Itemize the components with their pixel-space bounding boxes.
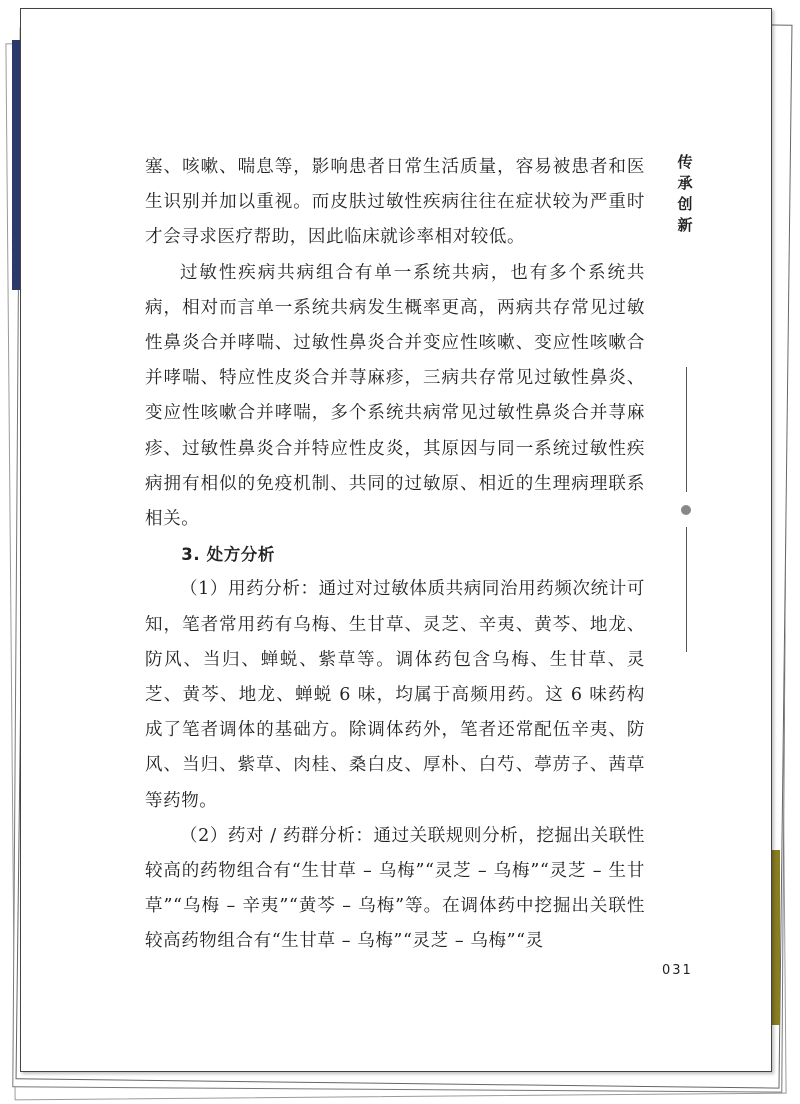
running-header-vertical bbox=[675, 152, 695, 236]
paragraph: （2）药对 / 药群分析：通过关联规则分析，挖掘出关联性较高的药物组合有“生甘草 – 乌梅”“灵芝 – 乌梅”“灵芝 – 生甘草”“乌梅 – 辛夷”“黄芩 – 乌梅”等。在调体药中挖掘出关联性较高药物组合有“生甘草 – 乌梅”“灵芝 – 乌梅”“灵 bbox=[145, 825, 645, 952]
side-title-char: 创 bbox=[677, 195, 693, 213]
body-text bbox=[145, 150, 645, 960]
paragraph: 塞、咳嗽、喘息等，影响患者日常生活质量，容易被患者和医生识别并加以重视。而皮肤过敏性疾病往往在症状较为严重时才会寻求医疗帮助，因此临床就诊率相对较低。 bbox=[145, 157, 645, 248]
side-divider-dot bbox=[681, 505, 691, 515]
side-divider-line bbox=[686, 367, 687, 492]
side-title-char: 传 bbox=[677, 153, 693, 171]
section-heading: 3. 处方分析 bbox=[181, 545, 275, 565]
book-edge-olive bbox=[772, 850, 780, 1025]
side-divider-line bbox=[686, 527, 687, 652]
page-number: 031 bbox=[662, 963, 693, 978]
paragraph: （1）用药分析：通过对过敏体质共病同治用药频次统计可知，笔者常用药有乌梅、生甘草、灵芝、辛夷、黄芩、地龙、防风、当归、蝉蜕、紫草等。调体药包含乌梅、生甘草、灵芝、黄芩、地龙、蝉蜕 6 味，均属于高频用药。这 6 味药构成了笔者调体的基础方。除调体药外，笔者还常配伍辛夷、防风、当归、紫草、肉桂、桑白皮、厚朴、白芍、葶苈子、茜草等药物。 bbox=[145, 579, 645, 811]
paragraph: 过敏性疾病共病组合有单一系统共病，也有多个系统共病，相对而言单一系统共病发生概率更高，两病共存常见过敏性鼻炎合并哮喘、过敏性鼻炎合并变应性咳嗽、变应性咳嗽合并哮喘、特应性皮炎合并荨麻疹，三病共存常见过敏性鼻炎、变应性咳嗽合并哮喘，多个系统共病常见过敏性鼻炎合并荨麻疹、过敏性鼻炎合并特应性皮炎，其原因与同一系统过敏性疾病拥有相似的免疫机制、共同的过敏原、相近的生理病理联系相关。 bbox=[145, 262, 645, 530]
side-title-char: 新 bbox=[677, 216, 693, 234]
side-title-char: 承 bbox=[677, 174, 693, 192]
